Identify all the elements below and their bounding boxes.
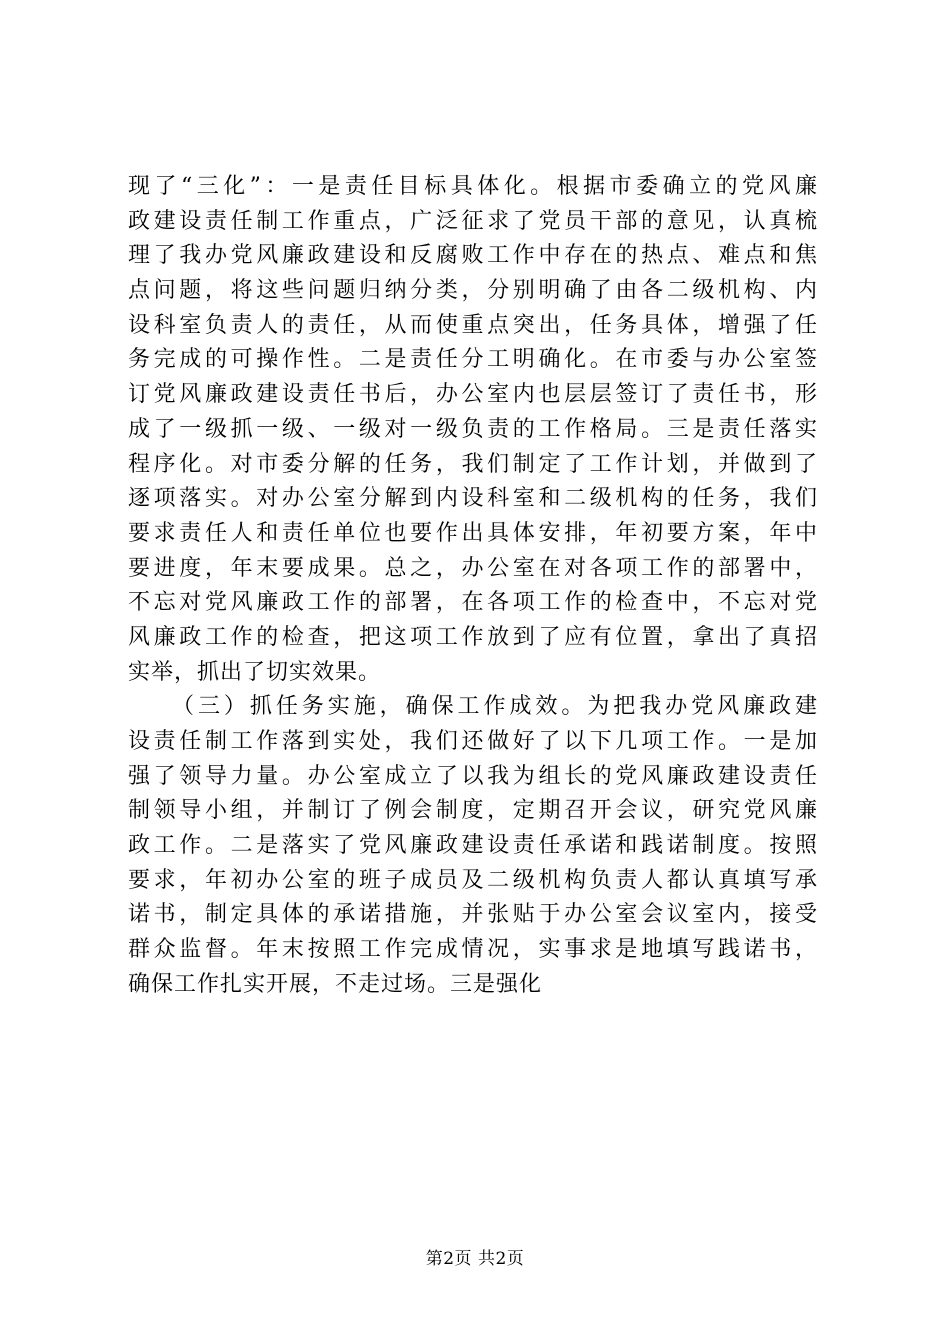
body-text	[128, 170, 818, 1003]
text-line: 现了“三化”：一是责任目标具体化。根据市委确立的党风廉	[128, 174, 818, 199]
text-line: 诺书，制定具体的承诺措施，并张贴于办公室会议室内，接受	[128, 902, 818, 928]
text-line: 制领导小组，并制订了例会制度，定期召开会议，研究党风廉	[128, 798, 818, 824]
text-line: 不忘对党风廉政工作的部署，在各项工作的检查中，不忘对党	[128, 590, 818, 616]
text-line: 政建设责任制工作重点，广泛征求了党员干部的意见，认真梳	[128, 208, 818, 234]
text-line: 理了我办党风廉政建设和反腐败工作中存在的热点、难点和焦	[128, 243, 818, 269]
text-line: 成了一级抓一级、一级对一级负责的工作格局。三是责任落实	[128, 416, 818, 442]
text-line: 要进度，年末要成果。总之，办公室在对各项工作的部署中，	[128, 555, 818, 581]
text-line: 群众监督。年末按照工作完成情况，实事求是地填写践诺书，	[128, 937, 818, 963]
text-line: 设责任制工作落到实处，我们还做好了以下几项工作。一是加	[128, 729, 818, 754]
text-line: 订党风廉政建设责任书后，办公室内也层层签订了责任书，形	[128, 382, 818, 408]
text-line: 实举，抓出了切实效果。	[128, 659, 382, 685]
page-number-footer: 第2页 共2页	[425, 1249, 525, 1269]
text-line: （三）抓任务实施，确保工作成效。为把我办党风廉政建	[172, 694, 818, 720]
text-line: 强了领导力量。办公室成立了以我为组长的党风廉政建设责任	[128, 763, 818, 789]
text-line: 设科室负责人的责任，从而使重点突出，任务具体，增强了任	[128, 312, 818, 338]
text-line: 风廉政工作的检查，把这项工作放到了应有位置，拿出了真招	[128, 624, 818, 650]
text-line: 要求责任人和责任单位也要作出具体安排，年初要方案，年中	[128, 520, 818, 546]
text-line: 逐项落实。对办公室分解到内设科室和二级机构的任务，我们	[128, 486, 818, 512]
text-line: 点问题，将这些问题归纳分类，分别明确了由各二级机构、内	[128, 278, 818, 304]
text-line: 务完成的可操作性。二是责任分工明确化。在市委与办公室签	[128, 347, 818, 373]
text-line: 政工作。二是落实了党风廉政建设责任承诺和践诺制度。按照	[128, 833, 818, 859]
text-line: 确保工作扎实开展，不走过场。三是强化	[128, 971, 543, 997]
text-line: 程序化。对市委分解的任务，我们制定了工作计划，并做到了	[128, 451, 818, 477]
text-line: 要求，年初办公室的班子成员及二级机构负责人都认真填写承	[128, 867, 818, 893]
